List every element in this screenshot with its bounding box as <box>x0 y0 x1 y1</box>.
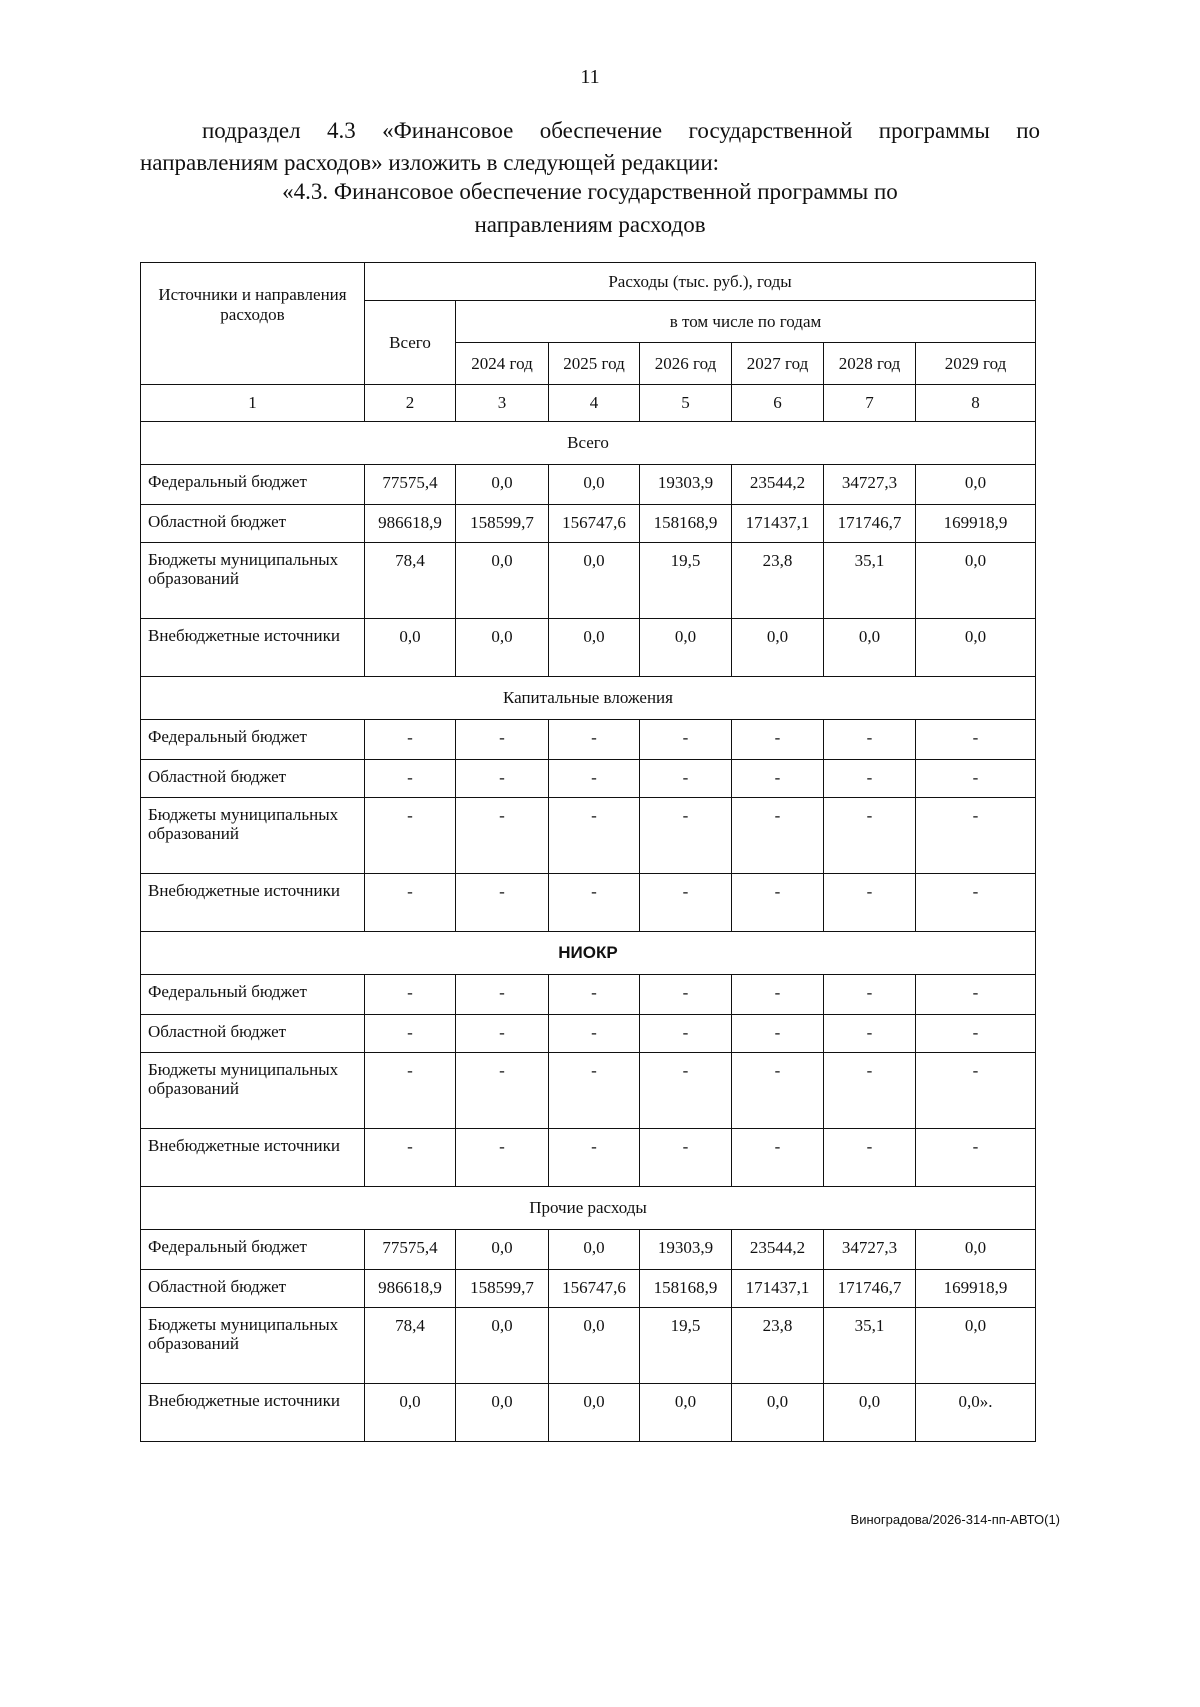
value-cell: - <box>549 975 640 1015</box>
row-source: Внебюджетные источники <box>141 619 365 677</box>
value-cell: - <box>824 760 916 798</box>
value-cell: 0,0 <box>640 1384 732 1442</box>
row-source: Федеральный бюджет <box>141 1230 365 1270</box>
value-cell: - <box>824 975 916 1015</box>
row-source: Внебюджетные источники <box>141 1129 365 1187</box>
row-source: Бюджеты муниципальных образований <box>141 1053 365 1129</box>
section-row <box>141 932 1036 975</box>
value-cell: 169918,9 <box>916 1270 1036 1308</box>
header-year: 2029 год <box>916 343 1036 385</box>
row-source: Бюджеты муниципальных образований <box>141 1308 365 1384</box>
value-cell: - <box>732 720 824 760</box>
value-cell: - <box>640 874 732 932</box>
value-cell: - <box>456 1129 549 1187</box>
value-cell: 78,4 <box>365 1308 456 1384</box>
value-cell: 0,0 <box>365 619 456 677</box>
value-cell: - <box>365 1015 456 1053</box>
value-cell: 0,0 <box>732 1384 824 1442</box>
financing-table <box>140 262 1036 1442</box>
value-cell: - <box>640 798 732 874</box>
value-cell: 0,0 <box>732 619 824 677</box>
value-cell: 171746,7 <box>824 505 916 543</box>
column-number: 3 <box>456 385 549 422</box>
value-cell: 0,0 <box>549 1230 640 1270</box>
value-cell: 77575,4 <box>365 465 456 505</box>
value-cell: 23,8 <box>732 543 824 619</box>
row-source: Областной бюджет <box>141 760 365 798</box>
value-cell: - <box>365 1053 456 1129</box>
value-cell: 158599,7 <box>456 1270 549 1308</box>
section-title: Капитальные вложения <box>141 677 1036 720</box>
column-number: 4 <box>549 385 640 422</box>
row-source: Областной бюджет <box>141 505 365 543</box>
value-cell: - <box>549 1015 640 1053</box>
value-cell: - <box>365 874 456 932</box>
row-source: Бюджеты муниципальных образований <box>141 543 365 619</box>
value-cell: - <box>640 1015 732 1053</box>
value-cell: - <box>732 798 824 874</box>
header-expenses: Расходы (тыс. руб.), годы <box>365 263 1036 301</box>
row-source: Внебюджетные источники <box>141 874 365 932</box>
section-title: Всего <box>141 422 1036 465</box>
table-row <box>141 1129 1036 1187</box>
header-year: 2026 год <box>640 343 732 385</box>
value-cell: 0,0 <box>916 465 1036 505</box>
value-cell: 0,0 <box>365 1384 456 1442</box>
value-cell: 0,0 <box>916 619 1036 677</box>
value-cell: 986618,9 <box>365 1270 456 1308</box>
row-source: Федеральный бюджет <box>141 975 365 1015</box>
value-cell: 0,0 <box>824 619 916 677</box>
value-cell: - <box>456 1015 549 1053</box>
header-total: Всего <box>365 301 456 385</box>
column-numbers-row <box>141 385 1036 422</box>
value-cell: - <box>732 760 824 798</box>
value-cell: 156747,6 <box>549 1270 640 1308</box>
value-cell: 0,0 <box>916 1230 1036 1270</box>
value-cell: 34727,3 <box>824 465 916 505</box>
value-cell: 171746,7 <box>824 1270 916 1308</box>
value-cell: 156747,6 <box>549 505 640 543</box>
header-year: 2024 год <box>456 343 549 385</box>
value-cell: - <box>916 1015 1036 1053</box>
column-number: 5 <box>640 385 732 422</box>
value-cell: - <box>365 975 456 1015</box>
header-by-years: в том числе по годам <box>456 301 1036 343</box>
value-cell: 23,8 <box>732 1308 824 1384</box>
table-row <box>141 1015 1036 1053</box>
value-cell: - <box>916 975 1036 1015</box>
value-cell: - <box>916 720 1036 760</box>
table-row <box>141 505 1036 543</box>
value-cell: - <box>365 760 456 798</box>
section-row <box>141 422 1036 465</box>
row-source: Федеральный бюджет <box>141 720 365 760</box>
value-cell: - <box>549 874 640 932</box>
value-cell: 0,0 <box>456 543 549 619</box>
value-cell: 78,4 <box>365 543 456 619</box>
value-cell: 19,5 <box>640 543 732 619</box>
value-cell: - <box>732 1015 824 1053</box>
value-cell: - <box>549 760 640 798</box>
value-cell: - <box>916 1053 1036 1129</box>
table-row <box>141 1053 1036 1129</box>
table-row <box>141 1384 1036 1442</box>
header-sources: Источники и направления расходов <box>141 263 365 385</box>
value-cell: 0,0 <box>549 1308 640 1384</box>
value-cell: - <box>640 760 732 798</box>
value-cell: 0,0». <box>916 1384 1036 1442</box>
table-row <box>141 760 1036 798</box>
value-cell: - <box>640 1129 732 1187</box>
value-cell: 19303,9 <box>640 465 732 505</box>
column-number: 7 <box>824 385 916 422</box>
value-cell: 77575,4 <box>365 1230 456 1270</box>
column-number: 8 <box>916 385 1036 422</box>
value-cell: - <box>824 1015 916 1053</box>
value-cell: 0,0 <box>824 1384 916 1442</box>
value-cell: 171437,1 <box>732 505 824 543</box>
value-cell: - <box>732 1053 824 1129</box>
table-row <box>141 1308 1036 1384</box>
value-cell: - <box>824 1129 916 1187</box>
value-cell: 0,0 <box>916 1308 1036 1384</box>
value-cell: - <box>640 720 732 760</box>
table-row <box>141 543 1036 619</box>
value-cell: 19303,9 <box>640 1230 732 1270</box>
column-number: 1 <box>141 385 365 422</box>
value-cell: - <box>456 874 549 932</box>
value-cell: - <box>732 1129 824 1187</box>
value-cell: 169918,9 <box>916 505 1036 543</box>
value-cell: - <box>824 874 916 932</box>
value-cell: 23544,2 <box>732 465 824 505</box>
value-cell: 35,1 <box>824 1308 916 1384</box>
column-number: 2 <box>365 385 456 422</box>
value-cell: - <box>365 1129 456 1187</box>
row-source: Бюджеты муниципальных образований <box>141 798 365 874</box>
value-cell: - <box>456 720 549 760</box>
value-cell: - <box>365 798 456 874</box>
value-cell: 23544,2 <box>732 1230 824 1270</box>
value-cell: - <box>824 1053 916 1129</box>
value-cell: 0,0 <box>640 619 732 677</box>
column-number: 6 <box>732 385 824 422</box>
value-cell: - <box>456 798 549 874</box>
row-source: Внебюджетные источники <box>141 1384 365 1442</box>
value-cell: 986618,9 <box>365 505 456 543</box>
table-row <box>141 798 1036 874</box>
value-cell: - <box>824 798 916 874</box>
value-cell: 0,0 <box>549 465 640 505</box>
value-cell: - <box>640 1053 732 1129</box>
value-cell: 0,0 <box>549 543 640 619</box>
value-cell: 158168,9 <box>640 1270 732 1308</box>
heading-line-2: направлениям расходов <box>474 212 706 237</box>
section-row <box>141 677 1036 720</box>
section-title: Прочие расходы <box>141 1187 1036 1230</box>
value-cell: - <box>549 798 640 874</box>
value-cell: 0,0 <box>456 1308 549 1384</box>
value-cell: - <box>456 975 549 1015</box>
value-cell: 0,0 <box>456 1230 549 1270</box>
header-year: 2028 год <box>824 343 916 385</box>
value-cell: - <box>456 1053 549 1129</box>
header-year: 2025 год <box>549 343 640 385</box>
table-row <box>141 619 1036 677</box>
section-row <box>141 1187 1036 1230</box>
value-cell: - <box>916 874 1036 932</box>
value-cell: - <box>916 760 1036 798</box>
value-cell: - <box>824 720 916 760</box>
table-row <box>141 975 1036 1015</box>
table-row <box>141 720 1036 760</box>
value-cell: - <box>732 874 824 932</box>
page-number: 11 <box>580 66 600 88</box>
value-cell: 0,0 <box>456 465 549 505</box>
section-title: НИОКР <box>141 932 1036 975</box>
value-cell: 35,1 <box>824 543 916 619</box>
value-cell: - <box>640 975 732 1015</box>
value-cell: 171437,1 <box>732 1270 824 1308</box>
table-row <box>141 874 1036 932</box>
value-cell: 0,0 <box>456 619 549 677</box>
value-cell: 19,5 <box>640 1308 732 1384</box>
row-source: Федеральный бюджет <box>141 465 365 505</box>
heading-line-1: «4.3. Финансовое обеспечение государственной программы по <box>282 179 898 204</box>
value-cell: 34727,3 <box>824 1230 916 1270</box>
value-cell: 0,0 <box>916 543 1036 619</box>
section-heading <box>140 175 1040 241</box>
table-body <box>141 422 1036 1442</box>
value-cell: 158599,7 <box>456 505 549 543</box>
value-cell: - <box>456 760 549 798</box>
value-cell: 0,0 <box>456 1384 549 1442</box>
row-source: Областной бюджет <box>141 1270 365 1308</box>
value-cell: - <box>549 1129 640 1187</box>
value-cell: - <box>549 720 640 760</box>
table-row <box>141 1270 1036 1308</box>
document-footer: Виноградова/2026-314-пп-АВТО(1) <box>850 1512 1060 1527</box>
table-header <box>141 263 1036 422</box>
value-cell: 0,0 <box>549 1384 640 1442</box>
row-source: Областной бюджет <box>141 1015 365 1053</box>
intro-paragraph: подраздел 4.3 «Финансовое обеспечение государственной программы по направлениям расходов» изложить в следующей редакции: <box>140 118 1040 175</box>
value-cell: - <box>365 720 456 760</box>
value-cell: - <box>549 1053 640 1129</box>
header-year: 2027 год <box>732 343 824 385</box>
table-row <box>141 465 1036 505</box>
value-cell: 0,0 <box>549 619 640 677</box>
table-row <box>141 1230 1036 1270</box>
value-cell: - <box>916 1129 1036 1187</box>
value-cell: 158168,9 <box>640 505 732 543</box>
value-cell: - <box>916 798 1036 874</box>
value-cell: - <box>732 975 824 1015</box>
